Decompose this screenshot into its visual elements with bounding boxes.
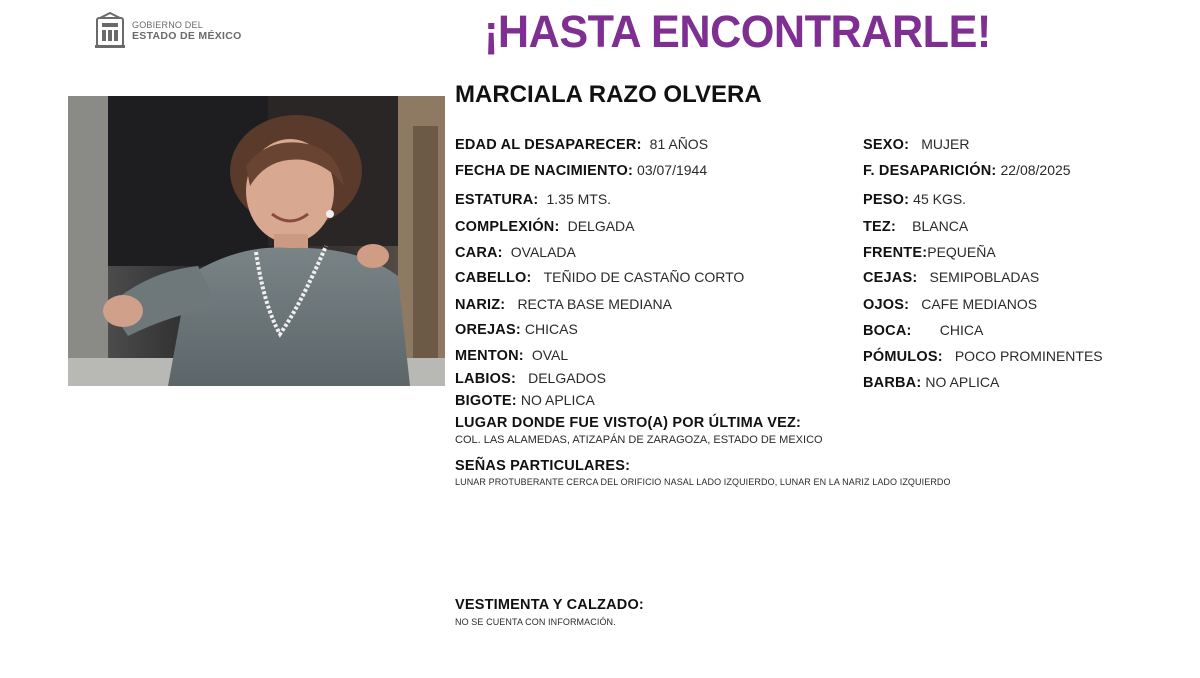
field-label: F. DESAPARICIÓN: — [863, 163, 997, 179]
field-label: SEXO: — [863, 137, 910, 153]
field-label: OJOS: — [863, 297, 910, 313]
clothing-text: NO SE CUENTA CON INFORMACIÓN. — [455, 617, 616, 627]
government-logo — [94, 12, 242, 50]
field-label: PÓMULOS: — [863, 349, 943, 365]
marks-text: LUNAR PROTUBERANTE CERCA DEL ORIFICIO NASAL LADO IZQUIERDO, LUNAR EN LA NARIZ LADO IZQUIERDO — [455, 477, 951, 487]
field-value: RECTA BASE MEDIANA — [517, 296, 672, 312]
last-seen-title: LUGAR DONDE FUE VISTO(A) POR ÚLTIMA VEZ: — [455, 415, 802, 431]
field-value: DELGADOS — [528, 370, 606, 386]
field-value: 81 AÑOS — [649, 136, 709, 152]
field-value: POCO PROMINENTES — [954, 348, 1103, 364]
headline: ¡HASTA ENCONTRARLE! — [484, 6, 991, 57]
field-label: CEJAS: — [863, 270, 918, 286]
field-value: MUJER — [921, 136, 970, 152]
field-mouth — [863, 321, 983, 340]
field-lips — [455, 369, 606, 388]
field-height — [455, 190, 611, 209]
marks-title: SEÑAS PARTICULARES: — [455, 458, 631, 474]
field-label: EDAD AL DESAPARECER: — [455, 137, 642, 153]
field-complexion — [863, 217, 968, 236]
field-ears — [455, 320, 578, 339]
field-face — [455, 243, 576, 262]
field-beard — [863, 373, 999, 392]
logo-line-1: GOBIERNO DEL — [132, 20, 203, 30]
field-label: BARBA: — [863, 375, 922, 391]
field-chin — [455, 346, 568, 365]
field-age — [455, 135, 708, 154]
field-disappearance-date — [863, 161, 1071, 180]
field-value: 03/07/1944 — [637, 162, 708, 178]
field-label: NARIZ: — [455, 297, 506, 313]
person-photo — [68, 96, 445, 386]
field-sex — [863, 135, 969, 154]
field-value: OVAL — [531, 347, 569, 363]
field-label: COMPLEXIÓN: — [455, 219, 560, 235]
field-label: BIGOTE: — [455, 393, 517, 409]
logo-line-2: ESTADO DE MÉXICO — [132, 30, 242, 42]
field-value: OVALADA — [510, 244, 576, 260]
last-seen-text: COL. LAS ALAMEDAS, ATIZAPÁN DE ZARAGOZA, ESTADO DE MEXICO — [455, 434, 823, 446]
field-value: SEMIPOBLADAS — [929, 269, 1040, 285]
field-label: PESO: — [863, 192, 910, 208]
field-build — [455, 217, 635, 236]
field-label: FECHA DE NACIMIENTO: — [455, 163, 633, 179]
state-coat-of-arms-icon — [94, 12, 126, 50]
field-cheekbones — [863, 347, 1103, 366]
field-label: ESTATURA: — [455, 192, 539, 208]
field-mustache — [455, 391, 595, 410]
field-value: CAFE MEDIANOS — [921, 296, 1038, 312]
field-value: NO APLICA — [925, 374, 1000, 390]
field-label: MENTON: — [455, 348, 524, 364]
field-hair — [455, 268, 744, 287]
field-value: 22/08/2025 — [1000, 162, 1071, 178]
field-label: TEZ: — [863, 219, 897, 235]
field-value: NO APLICA — [520, 392, 595, 408]
field-forehead — [863, 243, 996, 262]
field-value: DELGADA — [567, 218, 635, 234]
field-value: TEÑIDO DE CASTAÑO CORTO — [543, 269, 745, 285]
field-birthdate — [455, 161, 707, 180]
field-label: CABELLO: — [455, 270, 532, 286]
field-value: 1.35 MTS. — [546, 191, 612, 207]
field-eyebrows — [863, 268, 1039, 287]
field-label: LABIOS: — [455, 371, 517, 387]
field-nose — [455, 295, 672, 314]
field-eyes — [863, 295, 1037, 314]
field-value: 45 KGS. — [913, 191, 967, 207]
clothing-title: VESTIMENTA Y CALZADO: — [455, 597, 644, 613]
field-label: BOCA: — [863, 323, 912, 339]
field-label: CARA: — [455, 245, 503, 261]
person-name: MARCIALA RAZO OLVERA — [455, 81, 762, 108]
field-label: OREJAS: — [455, 322, 521, 338]
field-label: FRENTE: — [863, 245, 928, 261]
field-weight — [863, 190, 966, 209]
field-value: BLANCA — [912, 218, 969, 234]
field-value: PEQUEÑA — [927, 244, 996, 260]
field-value: CHICAS — [524, 321, 578, 337]
field-value: CHICA — [939, 322, 984, 338]
